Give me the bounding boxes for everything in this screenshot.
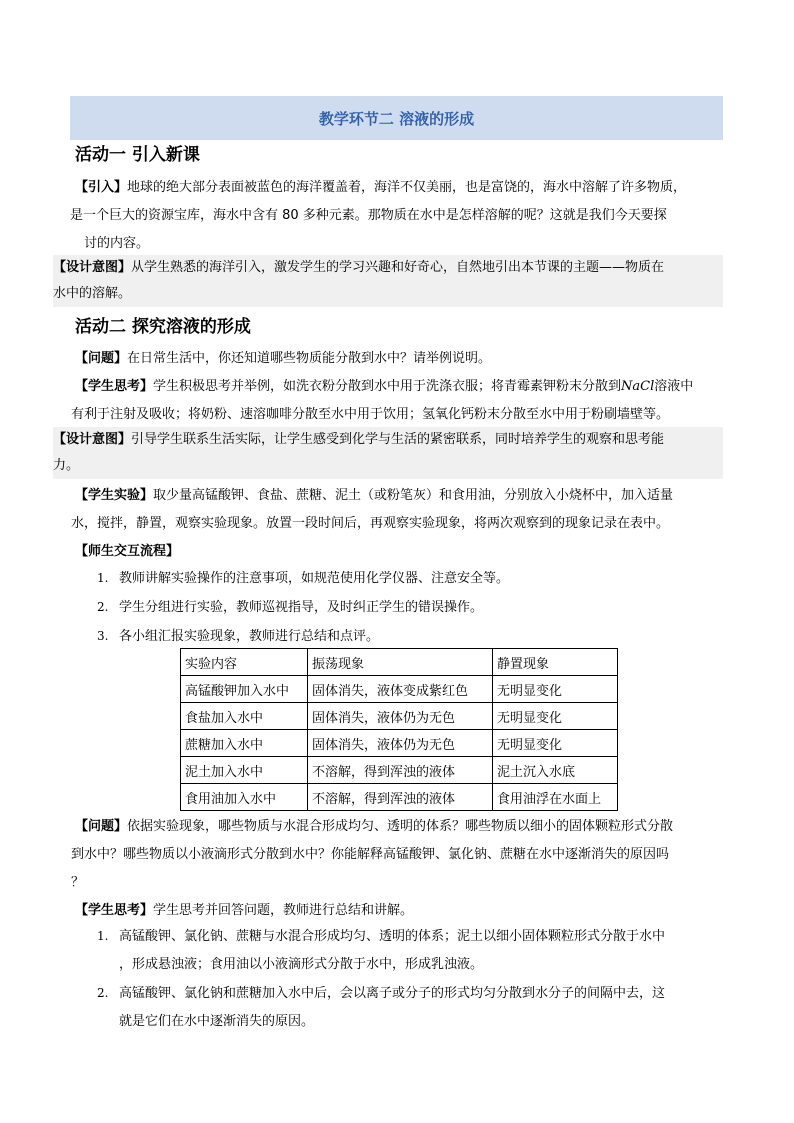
table-row bbox=[181, 784, 618, 811]
question-paragraph bbox=[71, 345, 725, 429]
design2-tag: 【设计意图】 bbox=[53, 432, 132, 447]
question-text: 在日常生活中，你还知道哪些物质能分散到水中？请举例说明。 bbox=[127, 351, 492, 366]
table-cell: 不溶解，得到浑浊的液体 bbox=[308, 784, 493, 811]
question2-line-3: ？ bbox=[71, 875, 85, 890]
flow-item-text: 各小组汇报实验现象，教师进行总结和点评。 bbox=[119, 629, 380, 644]
table-cell: 固体消失，液体变成紫红色 bbox=[308, 676, 493, 703]
answer-text-2: 就是它们在水中逐渐消失的原因。 bbox=[119, 1014, 315, 1029]
activity1-heading: 活动一 引入新课 bbox=[75, 145, 200, 165]
intro-paragraph bbox=[70, 174, 725, 258]
flow-item bbox=[97, 622, 717, 651]
design-intent-note-2 bbox=[53, 427, 723, 479]
flow-item-number: 1. bbox=[97, 571, 109, 585]
think-text-1b: 溶液中 bbox=[654, 379, 694, 394]
design2-line-1 bbox=[53, 427, 723, 453]
activity2-heading: 活动二 探究溶液的形成 bbox=[75, 317, 251, 337]
table-cell: 无明显变化 bbox=[493, 676, 618, 703]
intro-tag: 【引入】 bbox=[75, 180, 128, 195]
flow-item-text: 教师讲解实验操作的注意事项，如规范使用化学仪器、注意安全等。 bbox=[119, 571, 510, 586]
flow-item-text: 学生分组进行实验，教师巡视指导，及时纠正学生的错误操作。 bbox=[119, 600, 484, 615]
table-cell: 不溶解，得到浑浊的液体 bbox=[308, 757, 493, 784]
table-row bbox=[181, 730, 618, 757]
table-header-cell: 振荡现象 bbox=[308, 649, 493, 676]
design1-line-2: 水中的溶解。 bbox=[53, 286, 132, 301]
answer-text-2: ，形成悬浊液；食用油以小液滴形式分散于水中，形成乳浊液。 bbox=[119, 957, 484, 972]
flow-item bbox=[97, 593, 717, 622]
question2-line-1 bbox=[75, 813, 735, 841]
design1-line-1 bbox=[53, 255, 723, 281]
table-cell: 蔗糖加入水中 bbox=[181, 730, 308, 757]
flow-heading bbox=[75, 538, 725, 566]
think2-tag: 【学生思考】 bbox=[75, 903, 154, 918]
experiment-paragraph bbox=[71, 482, 725, 566]
design1-tag: 【设计意图】 bbox=[53, 260, 132, 275]
intro-line-1 bbox=[75, 174, 725, 202]
section-title: 教学环节二 溶液的形成 bbox=[318, 109, 475, 128]
section-title-bar bbox=[70, 96, 723, 140]
table-cell: 食盐加入水中 bbox=[181, 703, 308, 730]
think-text-1a: 学生积极思考并举例，如洗衣粉分散到水中用于洗涤衣服；将青霉素钾粉末分散到 bbox=[153, 379, 622, 394]
question-tag: 【问题】 bbox=[75, 351, 128, 366]
design-intent-note-1 bbox=[53, 255, 723, 307]
intro-line-2: 是一个巨大的资源宝库，海水中含有 80 多种元素。那物质在水中是怎样溶解的呢？这就是我们今天要探 bbox=[70, 208, 667, 223]
table-cell: 无明显变化 bbox=[493, 703, 618, 730]
flow-tag: 【师生交互流程】 bbox=[75, 544, 180, 559]
table-cell: 固体消失，液体仍为无色 bbox=[308, 703, 493, 730]
flow-item-number: 3. bbox=[97, 629, 109, 643]
intro-text-1: 地球的绝大部分表面被蓝色的海洋覆盖着，海洋不仅美丽，也是富饶的，海水中溶解了许多物质， bbox=[127, 180, 687, 195]
table-cell: 食用油加入水中 bbox=[181, 784, 308, 811]
table-header-cell: 实验内容 bbox=[181, 649, 308, 676]
exp-line-1 bbox=[75, 482, 725, 510]
intro-line-3: 讨的内容。 bbox=[84, 236, 150, 251]
answer-item bbox=[97, 979, 722, 1036]
question2-paragraph bbox=[71, 813, 735, 925]
question2-tag: 【问题】 bbox=[75, 819, 128, 834]
think2-text: 学生思考并回答问题，教师进行总结和讲解。 bbox=[153, 903, 414, 918]
design2-text-1: 引导学生联系生活实际，让学生感受到化学与生活的紧密联系，同时培养学生的观察和思考能 bbox=[131, 432, 665, 447]
question2-line-2: 到水中？哪些物质以小液滴形式分散到水中？你能解释高锰酸钾、氯化钠、蔗糖在水中逐渐消失的原因吗 bbox=[71, 847, 670, 862]
table-cell: 无明显变化 bbox=[493, 730, 618, 757]
think2-line bbox=[75, 897, 735, 925]
experiment-table bbox=[180, 648, 618, 811]
question-line bbox=[75, 345, 725, 373]
think-tag: 【学生思考】 bbox=[75, 379, 154, 394]
design2-line-2: 力。 bbox=[53, 458, 80, 473]
table-row bbox=[181, 676, 618, 703]
nacl-formula: NaCl bbox=[621, 379, 655, 394]
table-cell: 固体消失，液体仍为无色 bbox=[308, 730, 493, 757]
think-line-1 bbox=[75, 373, 725, 401]
exp-tag: 【学生实验】 bbox=[75, 488, 154, 503]
answer-text-1: 高锰酸钾、氯化钠和蔗糖加入水中后，会以离子或分子的形式均匀分散到水分子的间隔中去，这 bbox=[119, 986, 666, 1001]
table-header-cell: 静置现象 bbox=[493, 649, 618, 676]
question2-text-1: 依据实验现象，哪些物质与水混合形成均匀、透明的体系？哪些物质以细小的固体颗粒形式分散 bbox=[127, 819, 674, 834]
answer-item bbox=[97, 922, 722, 979]
table-row bbox=[181, 757, 618, 784]
think-line-2: 有利于注射及吸收；将奶粉、速溶咖啡分散至水中用于饮用；氢氧化钙粉末分散至水中用于粉刷墙壁等。 bbox=[71, 407, 670, 422]
design1-text-1: 从学生熟悉的海洋引入，激发学生的学习兴趣和好奇心，自然地引出本节课的主题——物质在 bbox=[131, 260, 665, 275]
answer-text-1: 高锰酸钾、氯化钠、蔗糖与水混合形成均匀、透明的体系；泥土以细小固体颗粒形式分散于水中 bbox=[119, 929, 666, 944]
table-cell: 泥土加入水中 bbox=[181, 757, 308, 784]
flow-item bbox=[97, 564, 717, 593]
flow-item-number: 2. bbox=[97, 600, 109, 614]
table-row bbox=[181, 703, 618, 730]
answer-number: 2. bbox=[97, 986, 109, 1000]
exp-line-2: 水，搅拌，静置，观察实验现象。放置一段时间后，再观察实验现象，将两次观察到的现象记录在表中。 bbox=[71, 516, 670, 531]
answer-number: 1. bbox=[97, 929, 109, 943]
answer-list bbox=[97, 922, 722, 1036]
flow-list bbox=[97, 564, 717, 651]
table-cell: 食用油浮在水面上 bbox=[493, 784, 618, 811]
table-header-row bbox=[181, 649, 618, 676]
exp-text-1: 取少量高锰酸钾、食盐、蔗糖、泥土（或粉笔灰）和食用油，分别放入小烧杯中，加入适量 bbox=[153, 488, 674, 503]
table-cell: 泥土沉入水底 bbox=[493, 757, 618, 784]
table-cell: 高锰酸钾加入水中 bbox=[181, 676, 308, 703]
